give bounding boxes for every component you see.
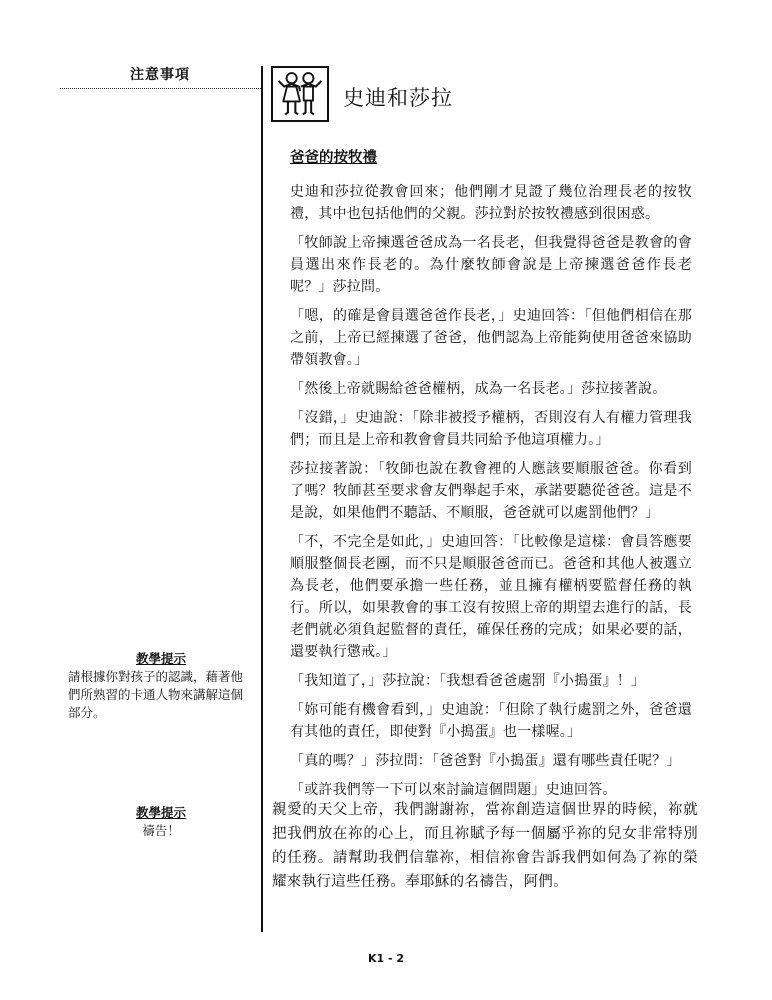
prayer-text: 親愛的天父上帝，我們謝謝祢，當祢創造這個世界的時候，祢就把我們放在祢的心上，而且祢賦予每一個屬乎祢的兒女非常特別的任務。請幫助我們信靠祢，相信祢會告訴我們如何為了祢的榮耀來執行這些任務。奉耶穌的名禱告，阿們。: [272, 802, 698, 890]
teaching-tip-2-text: 禱告！: [142, 823, 180, 838]
notes-heading: 注意事項: [130, 67, 190, 83]
story-paragraph: 「不，不完全是如此，」史迪回答：「比較像是這樣：會員答應要順服整個長老團，而不只是順服爸爸而已。爸爸和其他人被選立為長老，他們要承擔一些任務，並且擁有權柄要監督任務的執行。所以，如果教會的事工沒有按照上帝的期望去進行的話，長老們就必須負起監督的責任，確保任務的完成；如果必要的話，還要執行懲戒。」: [290, 534, 692, 660]
teaching-tip-1-text: 請根據你對孩子的認識，藉著他們所熟習的卡通人物來講解這個部分。: [68, 669, 244, 720]
two-children-icon: [271, 66, 329, 122]
story-paragraph: 「沒錯，」史迪說：「除非被授予權柄，否則沒有人有權力管理我們；而且是上帝和教會會員共同給予他這項權力。」: [290, 410, 692, 448]
column-divider: [261, 66, 263, 932]
dotted-divider: [60, 88, 261, 89]
teaching-tip-2-title: 教學提示: [135, 805, 186, 820]
teaching-tip-2: [68, 804, 254, 840]
page-number: K1 - 2: [367, 952, 405, 965]
story-paragraph: 「然後上帝就賜給爸爸權柄，成為一名長老。」莎拉接著說。: [290, 381, 667, 397]
story-paragraph: 史迪和莎拉從教會回來；他們剛才見證了幾位治理長老的按牧禮，其中也包括他們的父親。莎拉對於按牧禮感到很困惑。: [290, 184, 692, 222]
story-title: 史迪和莎拉: [343, 86, 453, 110]
story-paragraph: 「我知道了，」莎拉說：「我想看爸爸處罰『小搗蛋』！」: [290, 673, 646, 689]
story-subtitle: 爸爸的按牧禮: [290, 149, 377, 166]
story-section: [290, 146, 692, 808]
story-paragraph: 「嗯，的確是會員選爸爸作長老，」史迪回答：「但他們相信在那之前，上帝已經揀選了爸爸，他們認為上帝能夠使用爸爸來協助帶領教會。」: [290, 308, 692, 368]
teaching-tip-1-title: 教學提示: [135, 651, 186, 666]
story-paragraph: 「牧師說上帝揀選爸爸成為一名長老，但我覺得爸爸是教會的會員選出來作長老的。為什麼牧師會說是上帝揀選爸爸作長老呢？」莎拉問。: [290, 235, 692, 295]
story-paragraph: 「妳可能有機會看到，」史迪說：「但除了執行處罰之外，爸爸還有其他的責任，即使對『小搗蛋』也一樣喔。」: [290, 702, 692, 740]
story-paragraph: 「真的嗎？」莎拉問：「爸爸對『小搗蛋』還有哪些責任呢？」: [290, 753, 681, 769]
story-paragraph: 「或許我們等一下可以來討論這個問題」史迪回答。: [290, 782, 617, 798]
teaching-tip-1: [68, 650, 254, 722]
story-paragraph: 莎拉接著說：「牧師也說在教會裡的人應該要順服爸爸。你看到了嗎？牧師甚至要求會友們舉起手來，承諾要聽從爸爸。這是不是說，如果他們不聽話、不順服，爸爸就可以處罰他們？」: [290, 461, 692, 521]
